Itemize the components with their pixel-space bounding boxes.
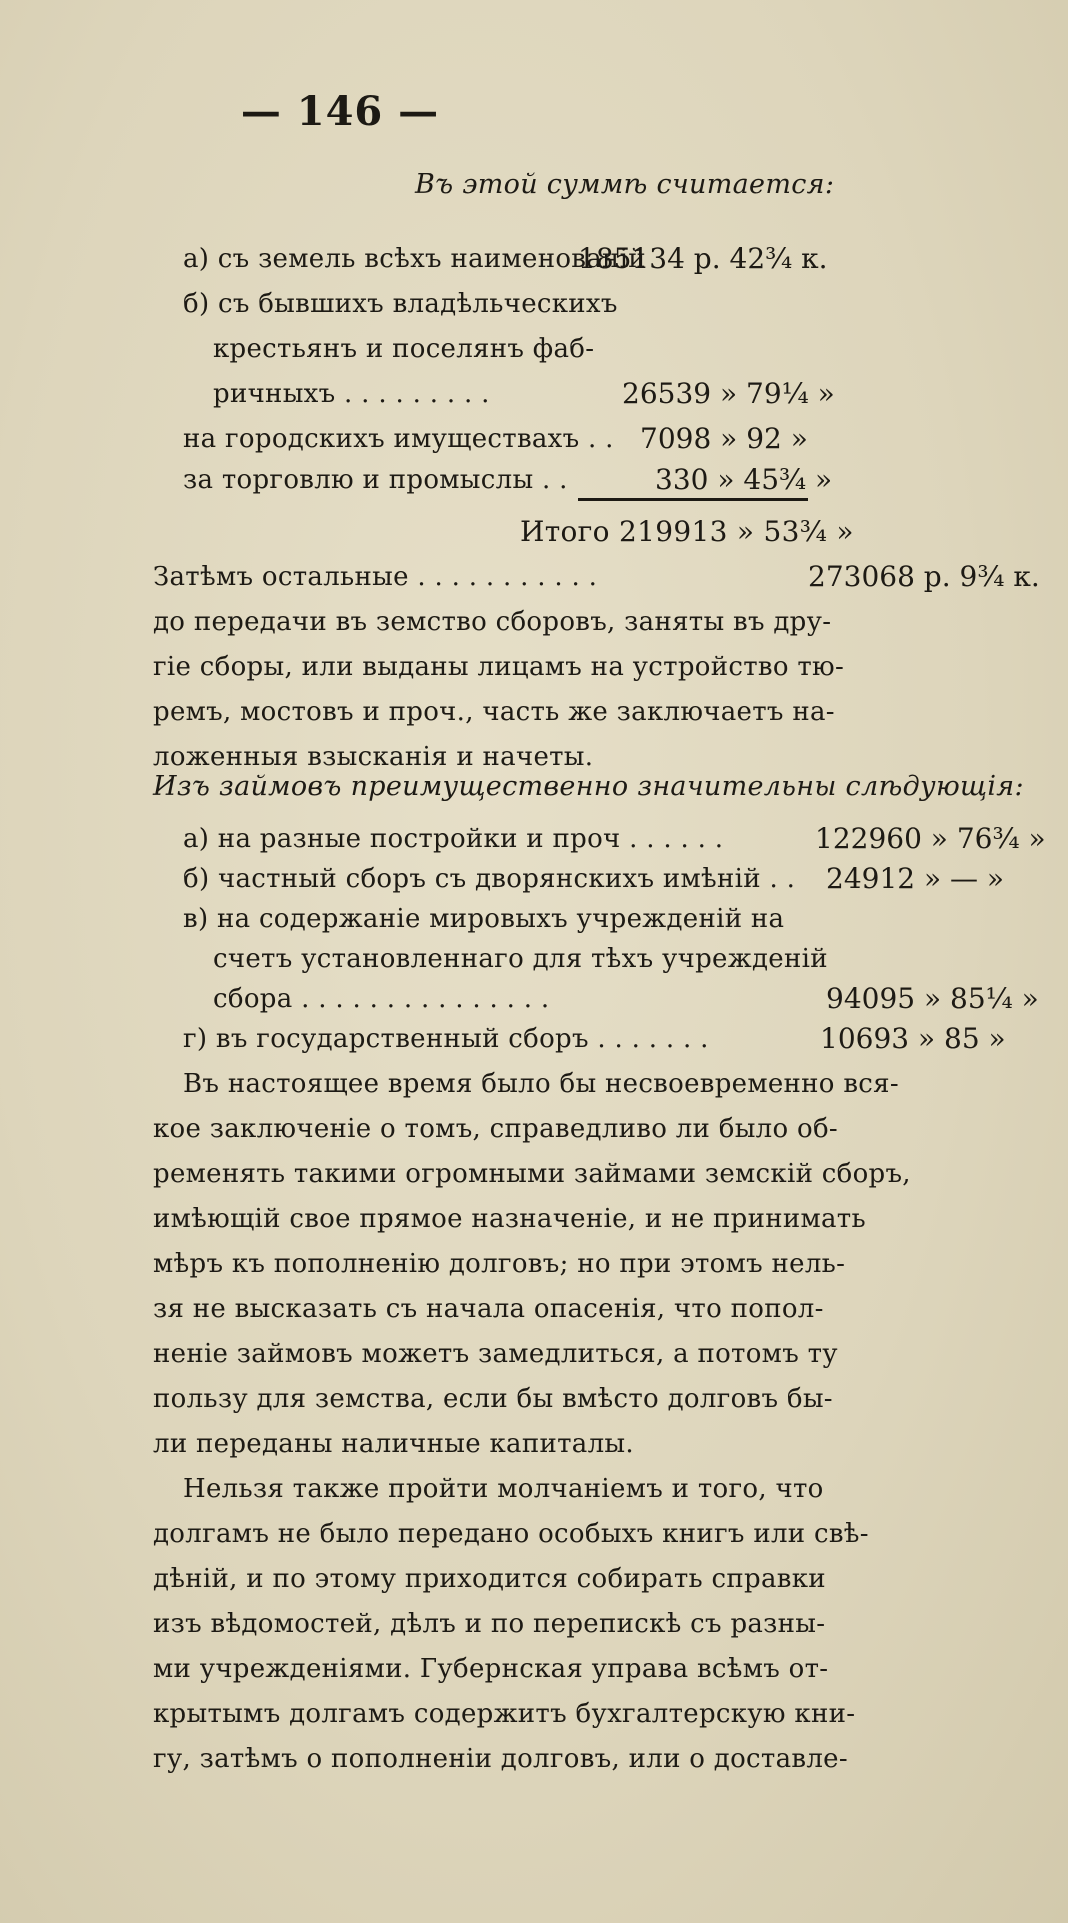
paragraph-line: дѣній, и по этому приходится собирать справки xyxy=(153,1564,826,1594)
paragraph-line: до передачи въ земство сборовъ, заняты въ дру- xyxy=(153,607,832,637)
list1-amount: 7098 » 92 » xyxy=(640,422,808,455)
list2-item: а) на разные постройки и проч . . . . . . xyxy=(183,824,724,854)
total-line: Итого 219913 » 53¾ » xyxy=(520,515,854,548)
paragraph-line: гіе сборы, или выданы лицамъ на устройство тю- xyxy=(153,652,845,682)
sum-rule xyxy=(578,498,808,501)
list2-item: счетъ установленнаго для тѣхъ учрежденій xyxy=(213,944,828,974)
list1-item: за торговлю и промыслы . . xyxy=(183,465,568,495)
list2-item: сбора . . . . . . . . . . . . . . . xyxy=(213,984,550,1014)
paragraph-line: зя не высказать съ начала опасенія, что попол- xyxy=(153,1294,824,1324)
list2-amount: 122960 » 76¾ » xyxy=(815,822,1046,855)
remaining-amount: 273068 р. 9¾ к. xyxy=(808,560,1040,593)
list1-item: а) съ земель всѣхъ наименованій xyxy=(183,244,646,274)
list1-item: на городскихъ имуществахъ . . xyxy=(183,424,614,454)
list2-amount: 94095 » 85¼ » xyxy=(826,982,1039,1015)
list1-item: крестьянъ и поселянъ фаб- xyxy=(213,334,595,364)
paragraph-line: пользу для земства, если бы вмѣсто долговъ бы- xyxy=(153,1384,833,1414)
list2-amount: 24912 » — » xyxy=(826,862,1005,895)
list2-item: г) въ государственный сборъ . . . . . . . xyxy=(183,1024,709,1054)
paragraph-line: изъ вѣдомостей, дѣлъ и по перепискѣ съ разны- xyxy=(153,1609,826,1639)
list1-item: ричныхъ . . . . . . . . . xyxy=(213,379,490,409)
list2-item: в) на содержаніе мировыхъ учрежденій на xyxy=(183,904,785,934)
paragraph-line: ремъ, мостовъ и проч., часть же заключаетъ на- xyxy=(153,697,835,727)
section2-heading: Изъ займовъ преимущественно значительны слѣдующія: xyxy=(153,771,1024,802)
paragraph-line: долгамъ не было передано особыхъ книгъ или свѣ- xyxy=(153,1519,869,1549)
list1-item: б) съ бывшихъ владѣльческихъ xyxy=(183,289,618,319)
remaining-label: Затѣмъ остальные . . . . . . . . . . . xyxy=(153,562,598,592)
list1-amount: 330 » 45¾ » xyxy=(655,463,833,496)
paragraph-line: кое заключеніе о томъ, справедливо ли было об- xyxy=(153,1114,839,1144)
section1-heading: Въ этой суммѣ считается: xyxy=(415,169,835,200)
paragraph-line: имѣющій свое прямое назначеніе, и не принимать xyxy=(153,1204,866,1234)
paragraph-line: гу, затѣмъ о пополненіи долговъ, или о доставле- xyxy=(153,1744,848,1774)
paragraph-line: крытымъ долгамъ содержитъ бухгалтерскую кни- xyxy=(153,1699,856,1729)
paragraph-line: Въ настоящее время было бы несвоевременно вся- xyxy=(183,1069,899,1099)
paragraph-line: мѣръ къ пополненію долговъ; но при этомъ нель- xyxy=(153,1249,846,1279)
list1-amount: 185134 р. 42¾ к. xyxy=(578,242,828,275)
list1-amount: 26539 » 79¼ » xyxy=(622,377,835,410)
paragraph-line: неніе займовъ можетъ замедлиться, а потомъ ту xyxy=(153,1339,838,1369)
list2-amount: 10693 » 85 » xyxy=(820,1022,1006,1055)
list2-item: б) частный сборъ съ дворянскихъ имѣній . . xyxy=(183,864,796,894)
paragraph-line: ми учрежденіями. Губернская управа всѣмъ от- xyxy=(153,1654,829,1684)
page-number: — 146 — xyxy=(240,88,440,135)
paragraph-line: Нельзя также пройти молчаніемъ и того, что xyxy=(183,1474,824,1504)
paragraph-line: ложенныя взысканія и начеты. xyxy=(153,742,594,772)
paragraph-line: ли переданы наличные капиталы. xyxy=(153,1429,634,1459)
paragraph-line: ременять такими огромными займами земскій сборъ, xyxy=(153,1159,911,1189)
